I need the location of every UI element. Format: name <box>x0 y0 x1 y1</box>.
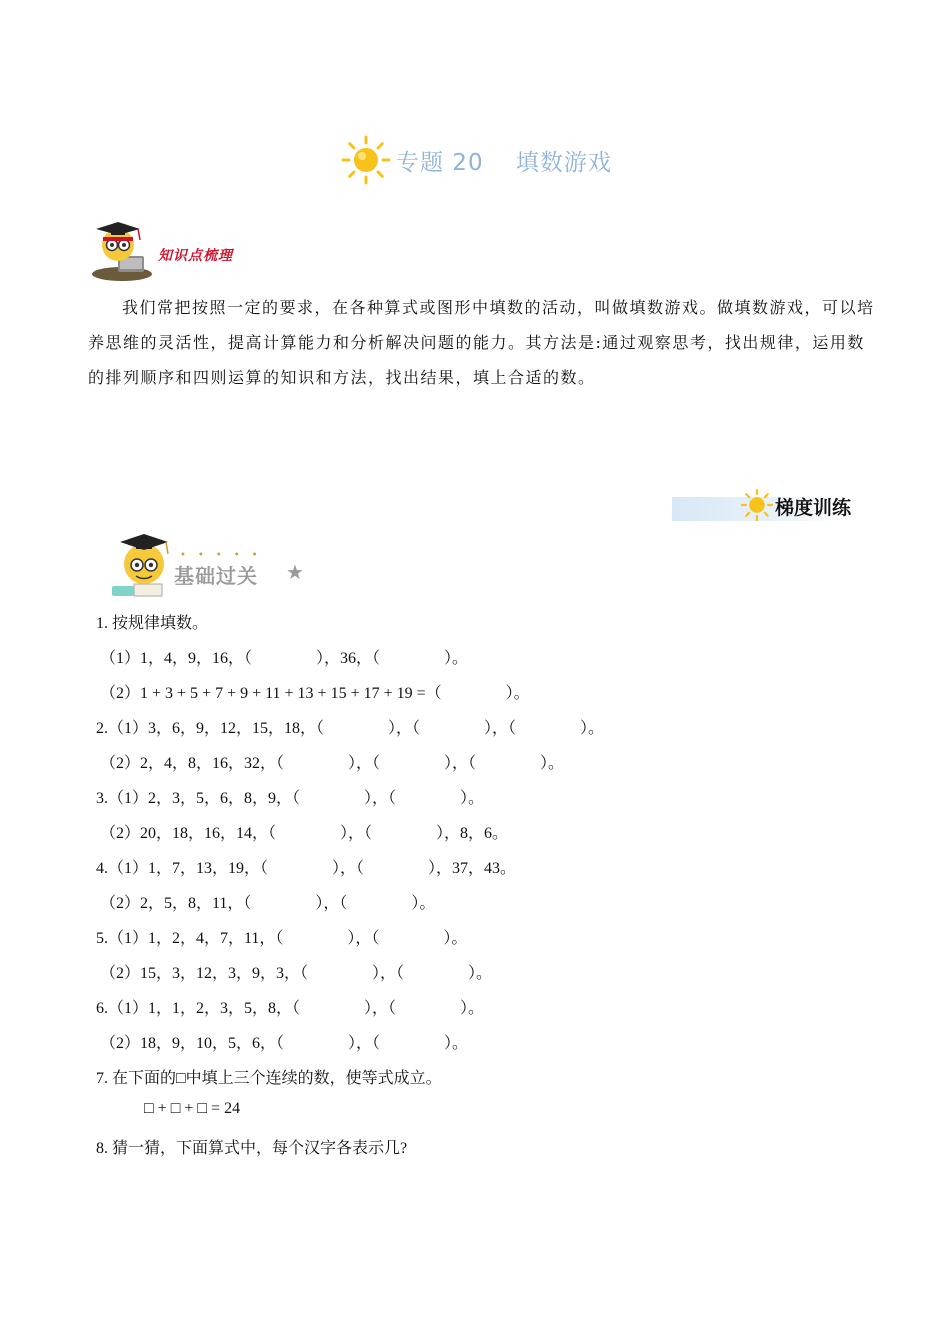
question-1-part-1: （1）1，4，9，16，（ ），36，（ ）。 <box>100 650 469 667</box>
question-4-part-1: 4.（1）1，7，13，19，（ ），（ ），37，43。 <box>96 860 517 877</box>
star-icon: ★ <box>286 560 304 584</box>
training-header-label: 梯度训练 <box>775 497 852 519</box>
sun-icon <box>740 488 774 522</box>
scholar-mascot-icon <box>108 532 178 604</box>
scholar-mascot-icon <box>88 218 158 282</box>
question-7-heading: 7. 在下面的□中填上三个连续的数，使等式成立。 <box>96 1070 442 1087</box>
question-2-part-1: 2.（1）3，6，9，12，15，18，（ ），（ ），（ ）。 <box>96 720 605 737</box>
question-1-heading: 1. 按规律填数。 <box>96 615 209 632</box>
page-title: 专题 20 填数游戏 <box>396 149 612 176</box>
basic-level-badge <box>108 532 318 604</box>
intro-paragraph: 我们常把按照一定的要求，在各种算式或图形中填数的活动，叫做填数游戏。做填数游戏，可以培养思维的灵活性，提高计算能力和分析解决问题的能力。其方法是:通过观察思考，找出规律，运用数的排列顺序和四则运算的知识和方法，找出结果，填上合适的数。 <box>88 298 875 387</box>
question-7-equation: □ + □ + □ = 24 <box>144 1100 241 1117</box>
question-4-part-2: （2）2，5，8，11，（ ），（ ）。 <box>100 895 436 912</box>
question-8-heading: 8. 猜一猜，下面算式中，每个汉字各表示几? <box>96 1140 408 1157</box>
decorative-dots: ••••• <box>180 550 270 561</box>
question-6-part-1: 6.（1）1，1，2，3，5，8，（ ），（ ）。 <box>96 1000 485 1017</box>
knowledge-label: 知识点梳理 <box>158 248 233 264</box>
basic-level-label: 基础过关 <box>174 564 258 588</box>
sun-icon <box>340 134 392 186</box>
question-5-part-1: 5.（1）1，2，4，7，11，（ ），（ ）。 <box>96 930 468 947</box>
knowledge-badge <box>88 218 288 282</box>
question-5-part-2: （2）15，3，12，3，9，3，（ ），（ ）。 <box>100 965 493 982</box>
question-3-part-2: （2）20，18，16，14，（ ），（ ），8，6。 <box>100 825 509 842</box>
question-3-part-1: 3.（1）2，3，5，6，8，9，（ ），（ ）。 <box>96 790 485 807</box>
question-2-part-2: （2）2，4，8，16，32，（ ），（ ），（ ）。 <box>100 755 565 772</box>
question-6-part-2: （2）18，9，10，5，6，（ ），（ ）。 <box>100 1035 469 1052</box>
question-1-part-2: （2）1 + 3 + 5 + 7 + 9 + 11 + 13 + 15 + 17 + 19 =（ ）。 <box>100 685 530 702</box>
page-title-row <box>340 132 612 188</box>
